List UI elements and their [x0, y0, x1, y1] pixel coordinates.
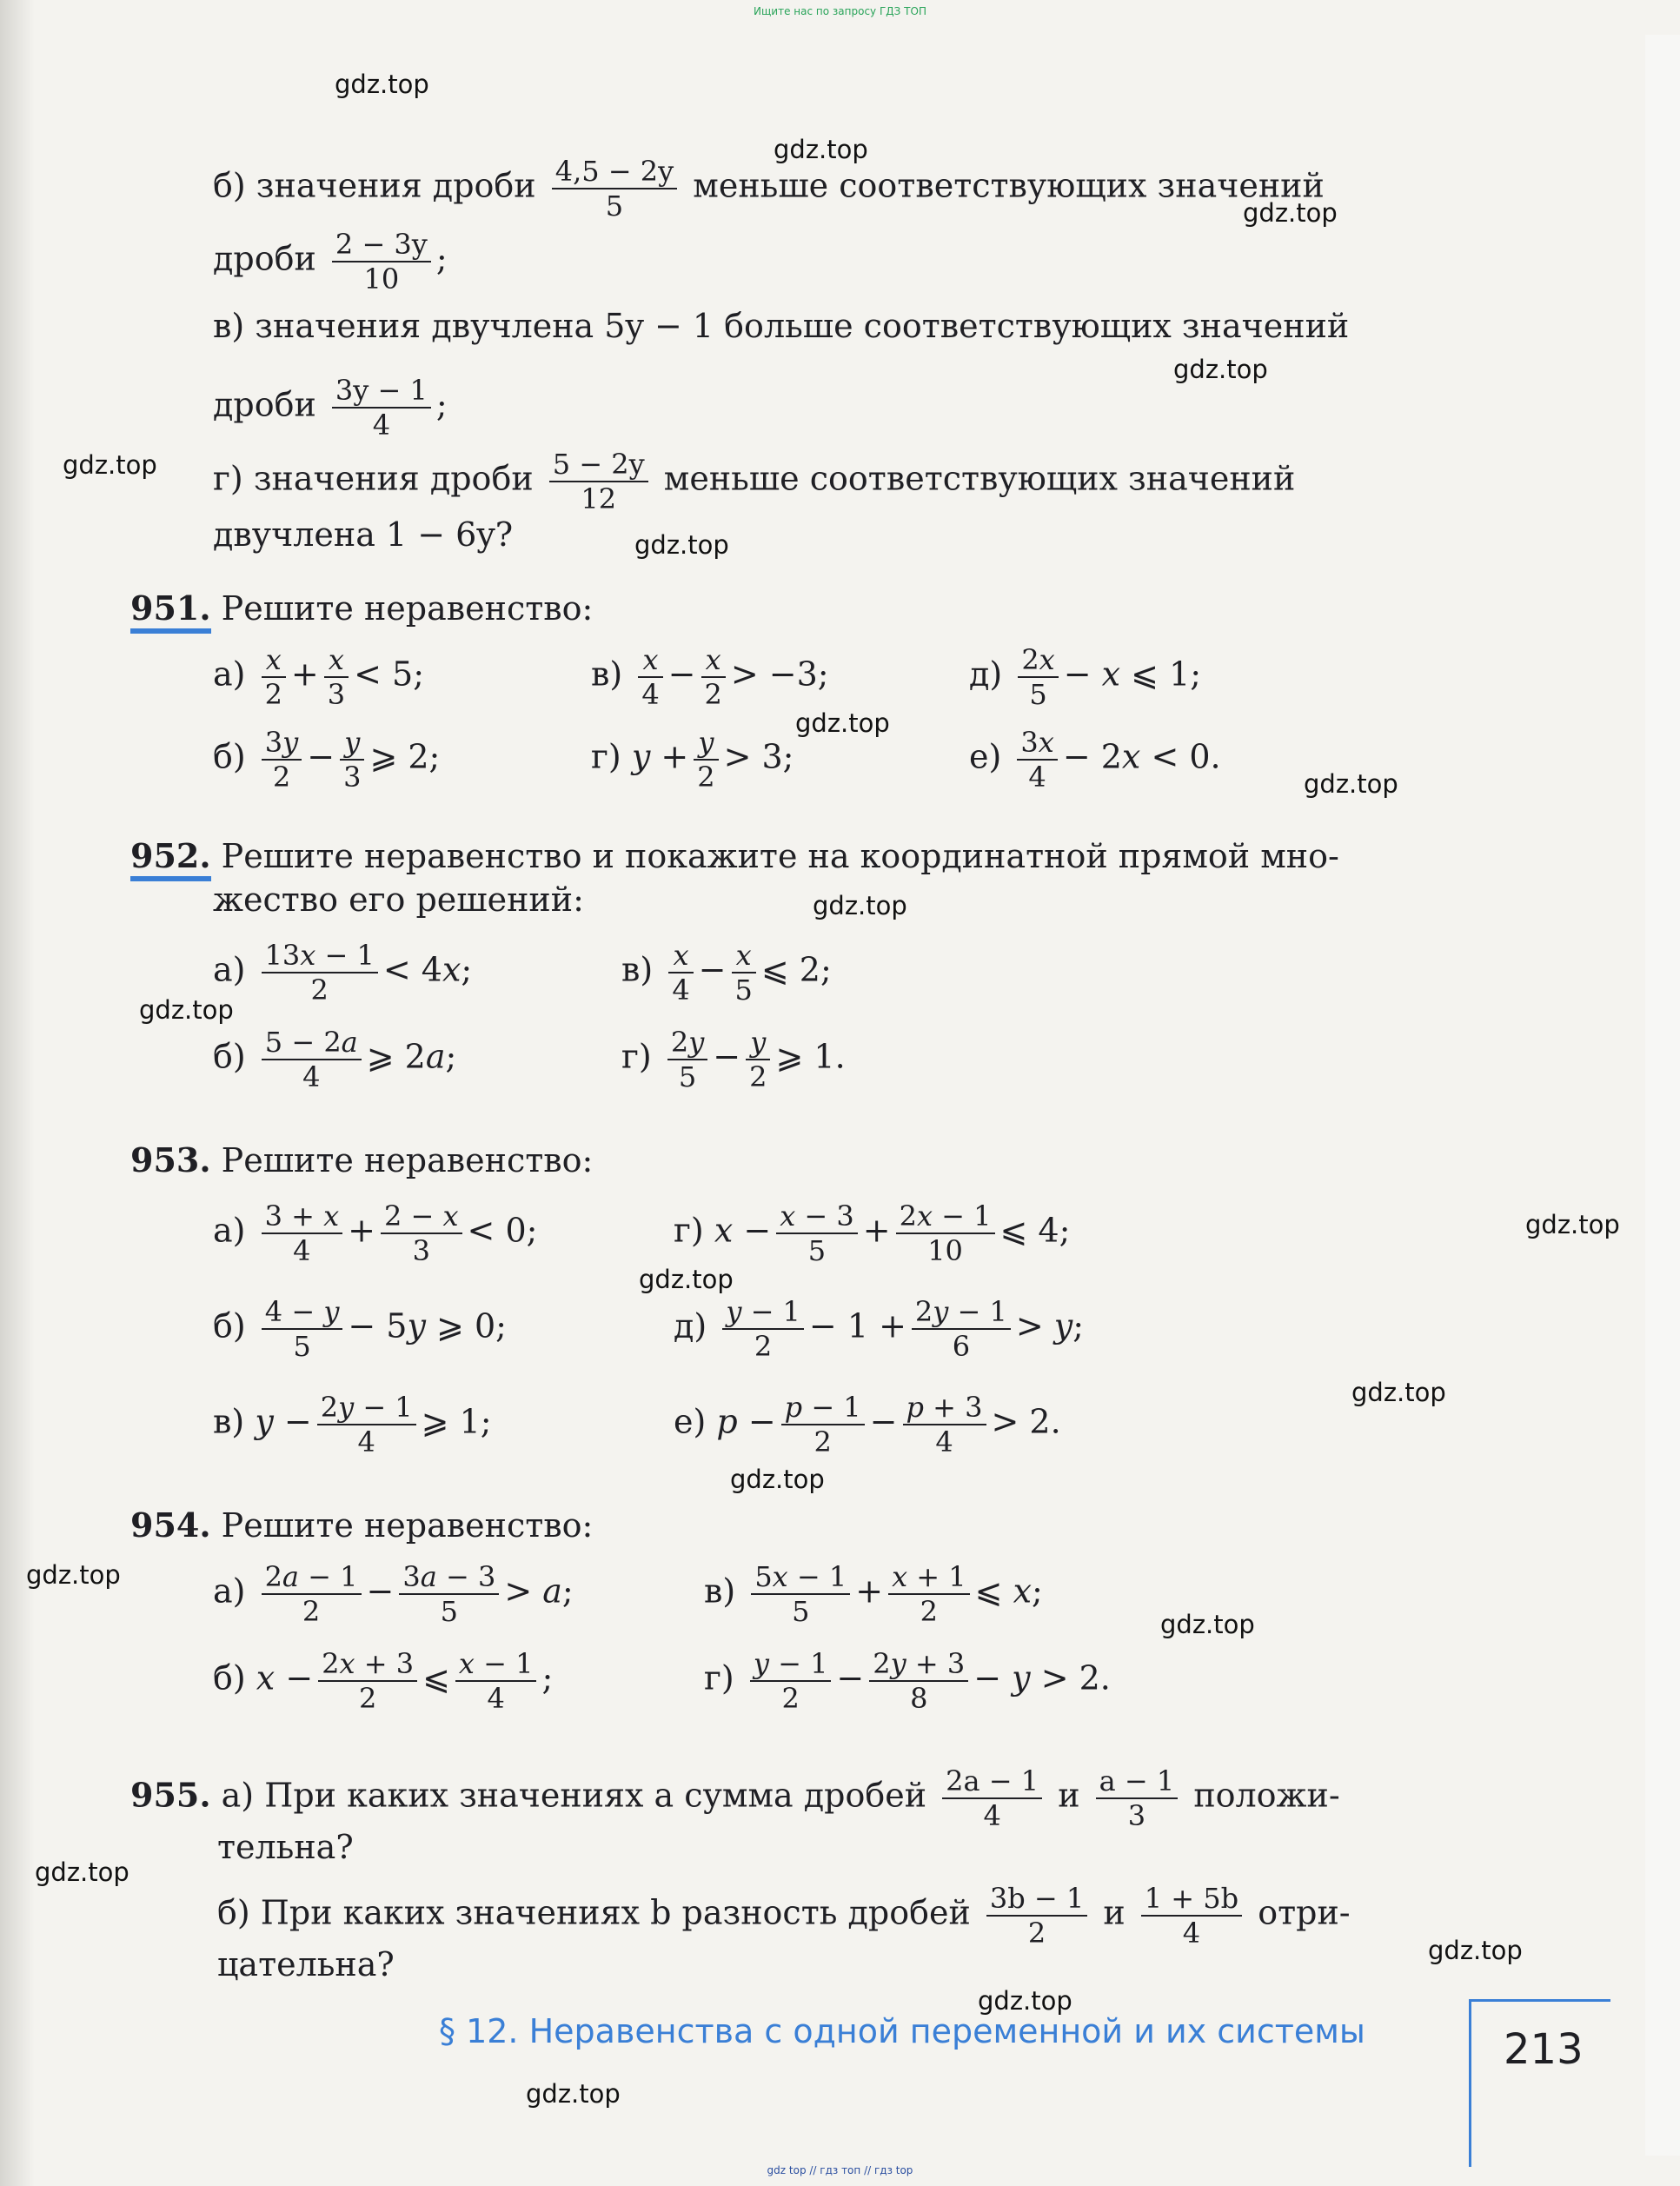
inequality-951-b: б) $\frac{3y}{2}$ − $\frac{y}{3}$ ⩾ 2; [213, 726, 441, 794]
header-note: Ищите нас по запросу ГДЗ ТОП [754, 5, 926, 17]
numerator: 2a − 1 [942, 1764, 1042, 1799]
watermark: gdz.top [335, 70, 429, 99]
inequality-953-e: е) p − $\frac{p - 1}{2}$ − $\frac{p + 3}{4}$ > 2. [674, 1391, 1061, 1458]
watermark: gdz.top [639, 1265, 734, 1294]
numerator: 3y − 1 [332, 374, 431, 409]
problem-950-g-cont [213, 513, 513, 556]
problem-952-title [130, 834, 1339, 878]
problem-title: Решите неравенство: [221, 1141, 594, 1179]
watermark: gdz.top [1525, 1210, 1620, 1239]
numerator: 3b − 1 [986, 1882, 1087, 1917]
problem-955-a-cont [217, 1825, 354, 1869]
denominator: 5 [605, 189, 624, 223]
denominator: 4 [983, 1799, 1001, 1832]
watermark: gdz.top [730, 1465, 825, 1494]
problem-title: Решите неравенство и покажите на координатной прямой мно- [221, 837, 1339, 875]
watermark: gdz.top [1243, 198, 1338, 228]
watermark: gdz.top [978, 1986, 1072, 2016]
fraction [1141, 1882, 1242, 1950]
problem-953-title [130, 1139, 593, 1182]
watermark: gdz.top [26, 1560, 121, 1590]
text: в) значения двучлена 5y − 1 больше соответствующих значений [213, 307, 1350, 345]
section-footer: § 12. Неравенства с одной переменной и их системы [439, 2012, 1365, 2050]
text: отри- [1258, 1893, 1351, 1932]
inequality-954-b: б) x − $\frac{2x + 3}{2}$ ⩽ $\frac{x - 1}{4}$ ; [213, 1647, 554, 1715]
text: дроби [213, 385, 316, 424]
text: и [1103, 1893, 1126, 1932]
numerator: 1 + 5b [1141, 1882, 1242, 1917]
text: двучлена 1 − 6y? [213, 515, 514, 554]
numerator: 2 − 3y [332, 228, 431, 262]
text: меньше соответствующих значений [663, 459, 1296, 498]
text: меньше соответствующих значений [693, 166, 1325, 205]
inequality-954-a: а) $\frac{2a - 1}{2}$ − $\frac{3a - 3}{5}$ > a; [213, 1560, 574, 1628]
book-spine-shadow [0, 0, 35, 2186]
watermark: gdz.top [35, 1857, 129, 1887]
fraction [986, 1882, 1087, 1950]
inequality-954-g: г) $\frac{y - 1}{2}$ − $\frac{2y + 3}{8}$ − y > 2. [704, 1647, 1111, 1715]
page-number: 213 [1504, 2025, 1584, 2074]
watermark: gdz.top [526, 2079, 621, 2109]
text: тельна? [217, 1828, 354, 1866]
denominator: 2 [1027, 1917, 1046, 1950]
watermark: gdz.top [1428, 1936, 1523, 1965]
text: б) При каких значениях b разность дробей [217, 1893, 971, 1932]
text: г) значения дроби [213, 459, 534, 498]
problem-number: 952. [130, 836, 211, 881]
inequality-953-v: в) y − $\frac{2y - 1}{4}$ ⩾ 1; [213, 1391, 492, 1458]
inequality-951-d: д) $\frac{2x}{5}$ − x ⩽ 1; [969, 643, 1202, 711]
inequality-953-a: а) $\frac{3 + x}{4}$ + $\frac{2 - x}{3}$ < 0; [213, 1199, 538, 1267]
numerator: 5 − 2y [549, 448, 648, 482]
page-edge [1645, 35, 1680, 2156]
problem-954-title [130, 1504, 593, 1547]
page-number-frame [1469, 1999, 1610, 2167]
fraction [332, 228, 431, 296]
problem-title: Решите неравенство: [221, 1506, 594, 1545]
watermark: gdz.top [1304, 769, 1398, 799]
watermark: gdz.top [1173, 355, 1268, 384]
problem-950-b [213, 155, 1325, 223]
text: а) При каких значениях a сумма дробей [221, 1776, 927, 1815]
problem-950-g [213, 448, 1295, 515]
text: дроби [213, 239, 316, 278]
problem-number: 951. [130, 588, 211, 634]
text: цательна? [217, 1945, 395, 1983]
watermark: gdz.top [795, 708, 890, 738]
problem-number: 955. [130, 1775, 211, 1815]
denominator: 4 [372, 409, 391, 442]
text: положи- [1193, 1776, 1340, 1815]
watermark: gdz.top [1160, 1610, 1255, 1639]
problem-number: 954. [130, 1505, 211, 1545]
watermark: gdz.top [139, 995, 234, 1025]
inequality-951-e: е) $\frac{3x}{4}$ − 2x < 0. [969, 726, 1221, 794]
problem-title: Решите неравенство: [221, 589, 594, 628]
fraction [552, 155, 677, 223]
inequality-952-b: б) $\frac{5 - 2a}{4}$ ⩾ 2a; [213, 1026, 457, 1093]
watermark: gdz.top [1351, 1378, 1446, 1407]
inequality-954-v: в) $\frac{5x - 1}{5}$ + $\frac{x + 1}{2}$ ⩽ x; [704, 1560, 1043, 1628]
text: б) значения дроби [213, 166, 536, 205]
inequality-951-v: в) $\frac{x}{4}$ − $\frac{x}{2}$ > −3; [591, 643, 829, 711]
problem-951-title [130, 587, 593, 630]
problem-952-title-cont [213, 878, 584, 921]
problem-955-b [217, 1882, 1351, 1950]
problem-950-v [213, 304, 1349, 348]
watermark: gdz.top [63, 450, 157, 480]
problem-955-b-cont [217, 1943, 395, 1986]
inequality-953-d: д) $\frac{y - 1}{2}$ − 1 + $\frac{2y - 1}{6}$ > y; [674, 1295, 1085, 1363]
fraction [942, 1764, 1042, 1832]
inequality-951-a: а) $\frac{x}{2}$ + $\frac{x}{3}$ < 5; [213, 643, 425, 711]
problem-number: 953. [130, 1140, 211, 1179]
denominator: 12 [581, 482, 617, 515]
fraction [332, 374, 431, 442]
inequality-952-g: г) $\frac{2y}{5}$ − $\frac{y}{2}$ ⩾ 1. [621, 1026, 846, 1093]
numerator: a − 1 [1096, 1764, 1179, 1799]
denominator: 4 [1182, 1917, 1201, 1950]
inequality-952-a: а) $\frac{13x - 1}{2}$ < 4x; [213, 939, 473, 1007]
inequality-953-b: б) $\frac{4 - y}{5}$ − 5y ⩾ 0; [213, 1295, 507, 1363]
numerator: 4,5 − 2y [552, 155, 677, 189]
inequality-952-v: в) $\frac{x}{4}$ − $\frac{x}{5}$ ⩽ 2; [621, 939, 832, 1007]
inequality-951-g: г) y + $\frac{y}{2}$ > 3; [591, 726, 794, 794]
text: и [1058, 1776, 1080, 1815]
bottom-note: gdz top // гдз топ // гдз top [767, 2164, 913, 2176]
problem-950-b-cont: дроби $\frac{2 - 3y}{10}$ ; [213, 228, 448, 296]
watermark: gdz.top [813, 891, 907, 920]
problem-955-a [130, 1764, 1340, 1832]
inequality-953-g: г) x − $\frac{x - 3}{5}$ + $\frac{2x - 1}{10}$ ⩽ 4; [674, 1199, 1071, 1267]
denominator: 3 [1127, 1799, 1146, 1832]
fraction [549, 448, 648, 515]
problem-title: жество его решений: [213, 880, 584, 919]
problem-950-v-cont: дроби $\frac{3y - 1}{4}$ ; [213, 374, 448, 442]
fraction [1096, 1764, 1179, 1832]
watermark: gdz.top [774, 135, 868, 164]
watermark: gdz.top [634, 530, 729, 560]
denominator: 10 [363, 262, 400, 296]
